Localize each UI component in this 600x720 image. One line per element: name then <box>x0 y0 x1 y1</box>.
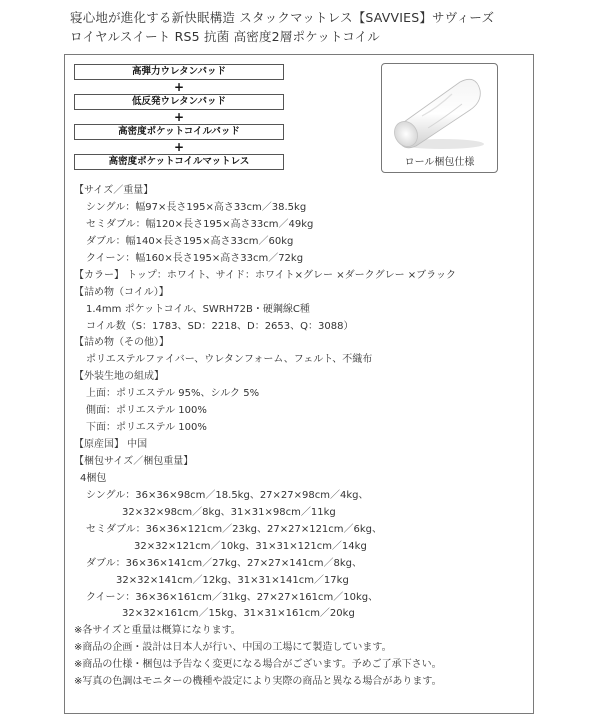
spec-line: 1.4mm ポケットコイル、SWRH72B・硬鋼線C種 <box>86 303 310 315</box>
layer-box-urethane-low: 低反発ウレタンパッド <box>74 94 284 110</box>
spec-line: 【外装生地の組成】 <box>74 371 164 383</box>
spec-line: 【カラー】 トップ：ホワイト、サイド：ホワイト×グレー ×ダークグレー ×ブラック <box>74 269 456 281</box>
spec-line: ポリエステルファイバー、ウレタンフォーム、フェルト、不織布 <box>86 354 373 366</box>
spec-line: 側面：ポリエステル 100% <box>86 405 207 417</box>
plus-sign: + <box>173 80 185 94</box>
spec-line: 32×32×98cm／8kg、31×31×98cm／11kg <box>122 506 336 518</box>
spec-line: 【詰め物（その他）】 <box>74 337 169 349</box>
spec-line: 32×32×161cm／15kg、31×31×161cm／20kg <box>122 608 355 620</box>
spec-line: クイーン：36×36×161cm／31kg、27×27×161cm／10kg、 <box>86 591 379 603</box>
spec-line: 32×32×121cm／10kg、31×31×121cm／14kg <box>134 540 367 552</box>
spec-list <box>74 183 524 691</box>
spec-line: シングル：36×36×98cm／18.5kg、27×27×98cm／4kg、 <box>86 489 369 501</box>
spec-line: ※商品の仕様・梱包は予告なく変更になる場合がございます。予めご了承下さい。 <box>74 659 442 671</box>
plus-sign: + <box>173 110 185 124</box>
spec-line: 【原産国】 中国 <box>74 439 148 451</box>
spec-line: 【詰め物（コイル）】 <box>74 286 169 298</box>
spec-line: クイーン：幅160×長さ195×高さ33cm／72kg <box>86 252 304 264</box>
plus-sign: + <box>173 140 185 154</box>
layer-box-coil-mattress: 高密度ポケットコイルマットレス <box>74 154 284 170</box>
spec-line: ※商品の企画・設計は日本人が行い、中国の工場にて製造しています。 <box>74 642 392 654</box>
layer-box-coil-pad: 高密度ポケットコイルパッド <box>74 124 284 140</box>
spec-line: ダブル：幅140×長さ195×高さ33cm／60kg <box>86 235 294 247</box>
title-line: ロイヤルスイート RS5 抗菌 高密度2層ポケットコイル <box>70 29 380 44</box>
spec-line: 32×32×141cm／12kg、31×31×141cm／17kg <box>116 574 349 586</box>
spec-line: シングル：幅97×長さ195×高さ33cm／38.5kg <box>86 201 307 213</box>
spec-line: 下面：ポリエステル 100% <box>86 422 207 434</box>
spec-line: コイル数（S：1783、SD：2218、D：2653、Q：3088） <box>86 320 354 332</box>
spec-line: ※各サイズと重量は概算になります。 <box>74 625 241 637</box>
spec-line: 【梱包サイズ／梱包重量】 <box>74 456 194 467</box>
spec-line: 上面：ポリエステル 95%、シルク 5% <box>86 388 260 400</box>
roll-caption: ロール梱包仕様 <box>404 157 475 168</box>
spec-line: 【サイズ／重量】 <box>74 185 154 196</box>
spec-line: ※写真の色調はモニターの機種や設定により実際の商品と異なる場合があります。 <box>74 676 442 688</box>
spec-line: 4梱包 <box>80 472 107 484</box>
product-title <box>70 8 590 46</box>
rolled-mattress-image <box>382 64 497 154</box>
layer-box-urethane-high: 高弾力ウレタンパッド <box>74 64 284 80</box>
spec-line: セミダブル：36×36×121cm／23kg、27×27×121cm／6kg、 <box>86 523 383 535</box>
spec-line: セミダブル：幅120×長さ195×高さ33cm／49kg <box>86 218 314 230</box>
spec-line: ダブル：36×36×141cm／27kg、27×27×141cm／8kg、 <box>86 557 363 569</box>
title-line: 寝心地が進化する新快眠構造 スタックマットレス【SAVVIES】サヴィーズ <box>70 10 495 25</box>
